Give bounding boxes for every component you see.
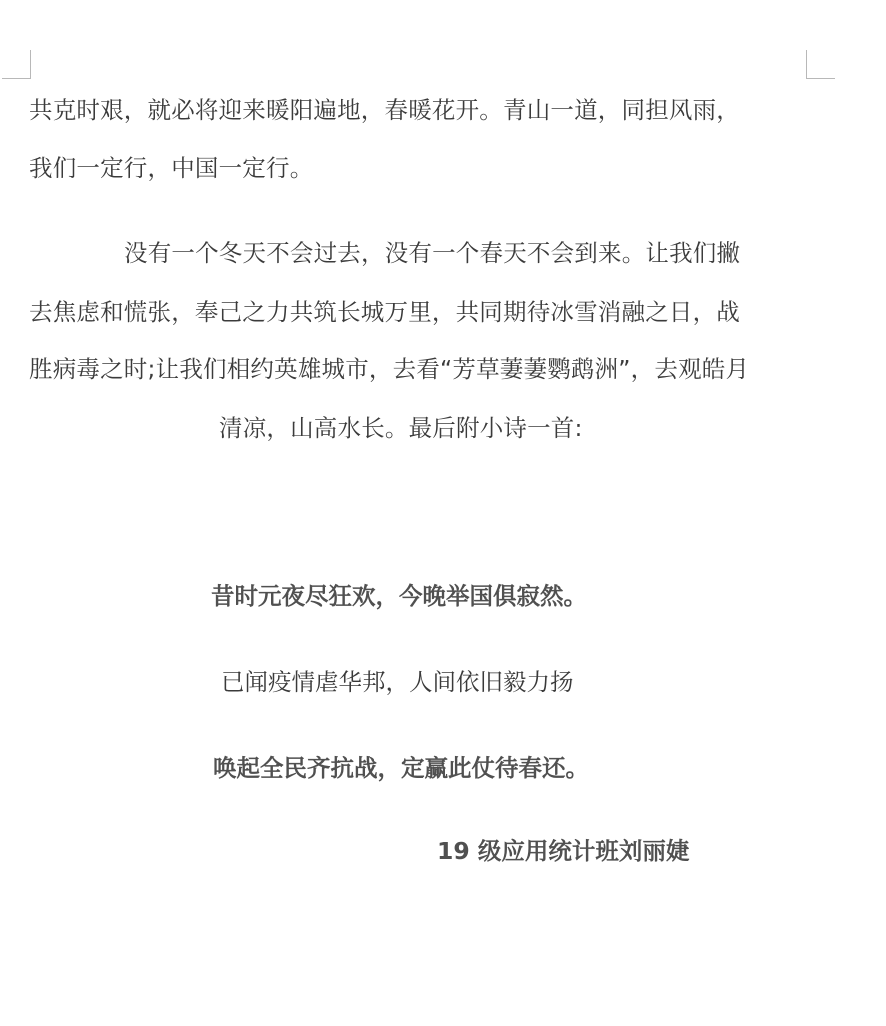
poem-line-2: 已闻疫情虐华邦，人间依旧毅力扬 xyxy=(221,668,574,696)
paragraph-line-5: 胜病毒之时;让我们相约英雄城市，去看“芳草萋萋鹦鹉洲”，去观皓月 xyxy=(29,355,750,383)
author-signature: 19 级应用统计班刘丽婕 xyxy=(437,837,690,865)
page-corner-mark-right xyxy=(806,50,835,79)
paragraph-line-6: 清凉，山高水长。最后附小诗一首: xyxy=(219,414,583,442)
poem-line-1: 昔时元夜尽狂欢，今晚举国俱寂然。 xyxy=(211,582,587,610)
paragraph-line-4: 去焦虑和慌张，奉己之力共筑长城万里，共同期待冰雪消融之日，战 xyxy=(29,298,740,326)
paragraph-line-1: 共克时艰，就必将迎来暖阳遍地，春暖花开。青山一道，同担风雨， xyxy=(29,96,740,124)
page-corner-mark-left xyxy=(2,50,31,79)
paragraph-line-3: 没有一个冬天不会过去，没有一个春天不会到来。让我们撇 xyxy=(124,239,741,267)
paragraph-line-2: 我们一定行，中国一定行。 xyxy=(29,154,314,182)
poem-line-3: 唤起全民齐抗战，定赢此仗待春还。 xyxy=(213,754,589,782)
